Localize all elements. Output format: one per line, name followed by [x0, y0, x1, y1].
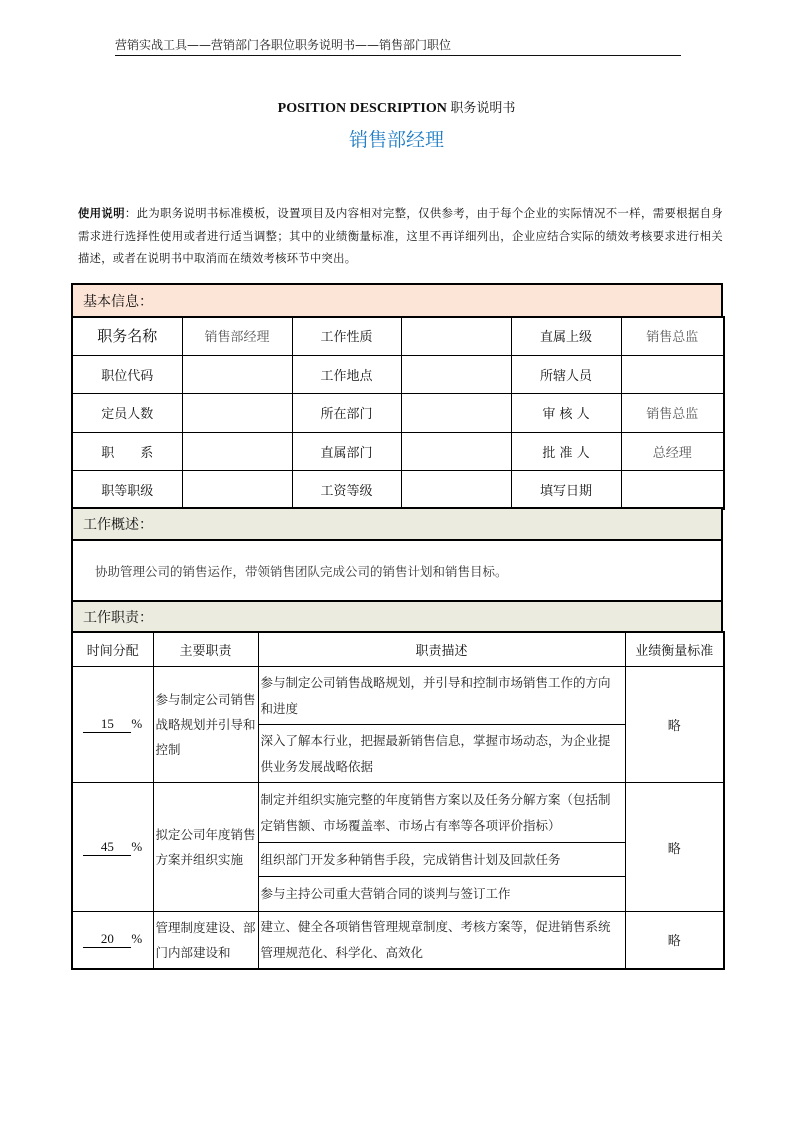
label-cell: 职等职级: [72, 471, 182, 510]
label-cell: 所在部门: [292, 394, 401, 433]
value-cell[interactable]: [401, 394, 511, 433]
description-cell: 参与制定公司销售战略规划，并引导和控制市场销售工作的方向和进度: [258, 667, 625, 725]
section-basic-info-header: 基本信息：: [71, 283, 723, 318]
value-cell[interactable]: [401, 471, 511, 510]
value-cell[interactable]: 销售部经理: [182, 317, 292, 356]
table-header-row: [72, 632, 724, 667]
percent-value[interactable]: 15: [83, 716, 131, 733]
table-row: [72, 394, 724, 433]
percent-sign: %: [131, 716, 143, 731]
value-cell[interactable]: [621, 471, 724, 510]
percent-sign: %: [131, 838, 143, 854]
percent-value[interactable]: 20: [83, 931, 131, 948]
percent-sign: %: [131, 931, 143, 947]
label-cell: 直属上级: [511, 317, 621, 356]
column-header-main-duty: 主要职责: [153, 632, 258, 667]
table-row: [72, 432, 724, 471]
column-header-description: 职责描述: [258, 632, 625, 667]
document-title: [0, 97, 793, 117]
job-summary-text: 协助管理公司的销售运作，带领销售团队完成公司的销售计划和销售目标。: [71, 539, 723, 602]
column-header-standard: 业绩衡量标准: [625, 632, 724, 667]
value-cell[interactable]: [401, 432, 511, 471]
standard-cell: 略: [625, 783, 724, 912]
value-cell[interactable]: [401, 355, 511, 394]
table-row: [72, 355, 724, 394]
label-cell: 职务名称: [72, 317, 182, 356]
time-allocation-cell: [72, 667, 153, 783]
label-cell: 职位代码: [72, 355, 182, 394]
value-cell[interactable]: 销售总监: [621, 394, 724, 433]
running-header: 营销实战工具——营销部门各职位职务说明书——销售部门职位: [115, 37, 681, 56]
value-cell[interactable]: [182, 471, 292, 510]
time-allocation-cell: [72, 783, 153, 912]
percent-value[interactable]: 45: [83, 839, 131, 856]
standard-cell: 略: [625, 667, 724, 783]
table-row: [72, 912, 724, 969]
usage-note-label: 使用说明: [78, 206, 125, 220]
value-cell[interactable]: [182, 355, 292, 394]
label-cell: 直属部门: [292, 432, 401, 471]
description-cell: 参与主持公司重大营销合同的谈判与签订工作: [258, 877, 625, 912]
label-cell: 定员人数: [72, 394, 182, 433]
label-cell: 填写日期: [511, 471, 621, 510]
standard-cell: 略: [625, 912, 724, 969]
time-allocation-cell: [72, 912, 153, 969]
table-row: [72, 317, 724, 356]
usage-note-text: ：此为职务说明书标准模板，设置项目及内容相对完整，仅供参考，由于每个企业的实际情况不一样，需要根据自身需求进行选择性使用或者进行适当调整；其中的业绩衡量标准，这里不再详细列出，企业应结合实际的绩效考核要求进行相关描述，或者在说明书中取消而在绩效考核环节中突出。: [78, 207, 723, 265]
value-cell[interactable]: [182, 394, 292, 433]
description-cell: 制定并组织实施完整的年度销售方案以及任务分解方案（包括制定销售额、市场覆盖率、市场占有率等各项评价指标）: [258, 783, 625, 843]
basic-info-table: [71, 316, 725, 510]
label-cell: 工作地点: [292, 355, 401, 394]
main-duty-cell: 参与制定公司销售战略规划并引导和控制: [153, 667, 258, 783]
label-cell: 审 核 人: [511, 394, 621, 433]
table-row: [72, 783, 724, 843]
label-cell: 工作性质: [292, 317, 401, 356]
description-cell: 建立、健全各项销售管理规章制度、考核方案等，促进销售系统管理规范化、科学化、高效化: [258, 912, 625, 969]
section-duties-header: 工作职责：: [71, 600, 723, 633]
main-duty-cell: 管理制度建设、部门内部建设和: [153, 912, 258, 969]
section-job-summary-header: 工作概述：: [71, 507, 723, 541]
label-cell: 工资等级: [292, 471, 401, 510]
position-title: 销售部经理: [348, 129, 444, 151]
duties-table: [71, 631, 725, 970]
description-cell: 深入了解本行业，把握最新销售信息，掌握市场动态，为企业提供业务发展战略依据: [258, 725, 625, 783]
value-cell[interactable]: 总经理: [621, 432, 724, 471]
value-cell[interactable]: 销售总监: [621, 317, 724, 356]
label-cell: 所辖人员: [511, 355, 621, 394]
usage-note: [78, 202, 723, 271]
description-cell: 组织部门开发多种销售手段，完成销售计划及回款任务: [258, 843, 625, 877]
value-cell[interactable]: [621, 355, 724, 394]
value-cell[interactable]: [182, 432, 292, 471]
document-title-cn: 职务说明书: [450, 101, 516, 116]
label-cell: 批 准 人: [511, 432, 621, 471]
table-row: [72, 471, 724, 510]
value-cell[interactable]: [401, 317, 511, 356]
table-row: [72, 667, 724, 725]
column-header-time: 时间分配: [72, 632, 153, 667]
document-title-en: POSITION DESCRIPTION: [277, 101, 447, 116]
main-duty-cell: 拟定公司年度销售方案并组织实施: [153, 783, 258, 912]
label-cell: 职 系: [72, 432, 182, 471]
